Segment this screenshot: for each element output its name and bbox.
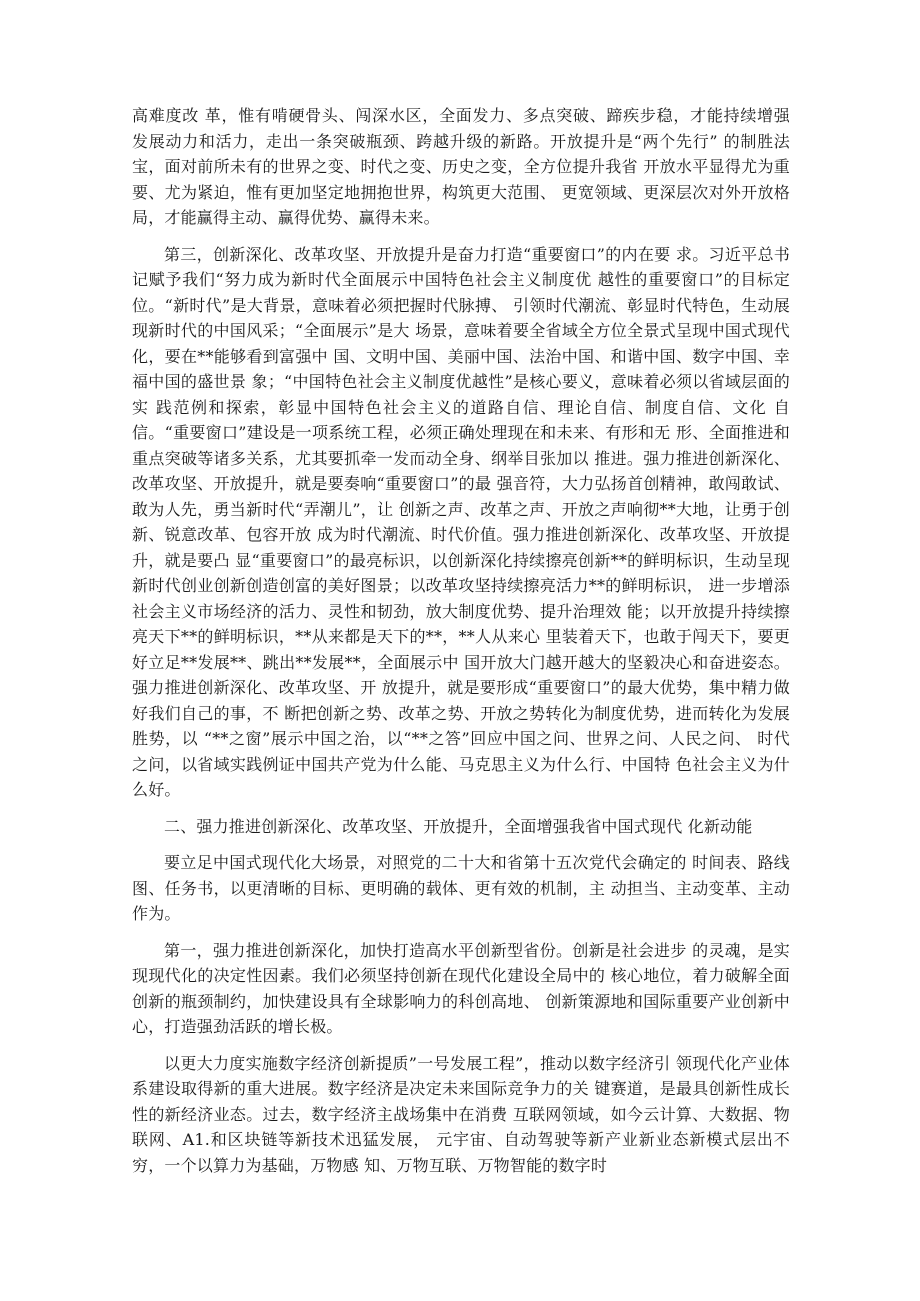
paragraph-opening-reform: 高难度改 革，惟有啃硬骨头、闯深水区，全面发力、多点突破、蹄疾步稳，才能持续增强 发展动力和活力，走出一条突破瓶颈、跨越升级的新路。开放提升是“两个先行” 的制胜法宝，面对前所未有的世界之变、时代之变、历史之变，全方位提升我省 开放水平显得尤为重要、尤为紧迫，惟有更加坚定地拥抱世界，构筑更大范围、 更宽领域、更深层次对外开放格局，才能赢得主动、赢得优势、赢得未来。 <box>132 106 790 227</box>
paragraph-important-window: 第三，创新深化、改革攻坚、开放提升是奋力打造“重要窗口”的内在要 求。习近平总书记赋予我们“努力成为新时代全面展示中国特色社会主义制度优 越性的重要窗口”的目标定位。“新时代”是大背景，意味着必须把握时代脉搏、 引领时代潮流、彰显时代特色，生动展现新时代的中国风采；“全面展示”是大 场景，意味着要全省域全方位全景式呈现中国式现代化，要在**能够看到富强中 国、文明中国、美丽中国、法治中国、和谐中国、数字中国、幸福中国的盛世景 象；“中国特色社会主义制度优越性”是核心要义，意味着必须以省域层面的实 践范例和探索，彰显中国特色社会主义的道路自信、理论自信、制度自信、文化 自信。“重要窗口”建设是一项系统工程，必须正确处理现在和未来、有形和无 形、全面推进和重点突破等诸多关系，尤其要抓牵一发而动全身、纲举目张加以 推进。强力推进创新深化、改革攻坚、开放提升，就是要奏响“重要窗口”的最 强音符，大力弘扬首创精神，敢闯敢试、敢为人先，勇当新时代“弄潮儿”，让 创新之声、改革之声、开放之声响彻**大地，让勇于创新、锐意改革、包容开放 成为时代潮流、时代价值。强力推进创新深化、改革攻坚、开放提升，就是要凸 显“重要窗口”的最亮标识，以创新深化持续擦亮创新**的鲜明标识，生动呈现 新时代创业创新创造创富的美好图景；以改革攻坚持续擦亮活力**的鲜明标识， 进一步增添社会主义市场经济的活力、灵性和韧劲，放大制度优势、提升治理效 能；以开放提升持续擦亮天下**的鲜明标识，**从来都是天下的**，**人从来心 里装着天下，也敢于闯天下，要更好立足**发展**、跳出**发展**，全面展示中 国开放大门越开越大的坚毅决心和奋进姿态。强力推进创新深化、改革攻坚、开 放提升，就是要形成“重要窗口”的最大优势，集中精力做好我们自己的事，不 断把创新之势、改革之势、开放之势转化为制度优势，进而转化为发展胜势，以 “**之窗”展示中国之治，以“**之答”回应中国之问、世界之问、人民之问、 时代之问，以省域实践例证中国共产党为什么能、马克思主义为什么行、中国特 色社会主义为什么好。 <box>132 244 790 799</box>
paragraph-innovation-deepening: 第一，强力推进创新深化，加快打造高水平创新型省份。创新是社会进步 的灵魂，是实现现代化的决定性因素。我们必须坚持创新在现代化建设全局中的 核心地位，着力破解全面创新的瓶颈制约，加快建设具有全球影响力的科创高地、 创新策源地和国际重要产业创新中心，打造强劲活跃的增长极。 <box>132 940 790 1036</box>
paragraph-digital-economy: 以更大力度实施数字经济创新提质”一号发展工程”，推动以数字经济引 领现代化产业体系建设取得新的重大进展。数字经济是决定未来国际竞争力的关 键赛道，是最具创新性成长性的新经济业态。过去，数字经济主战场集中在消费 互联网领域，如今云计算、大数据、物联网、A1.和区块链等新技术迅猛发展， 元宇宙、自动驾驶等新产业新业态新模式层出不穷，一个以算力为基础，万物感 知、万物互联、万物智能的数字时 <box>132 1053 790 1175</box>
document-body <box>132 103 790 1189</box>
section-heading-two: 二、强力推进创新深化、改革攻坚、开放提升，全面增强我省中国式现代 化新动能 <box>164 816 753 836</box>
paragraph-modernization-scene: 要立足中国式现代化大场景，对照党的二十大和省第十五次党代会确定的 时间表、路线图、任务书，以更清晰的目标、更明确的载体、更有效的机制，主 动担当、主动变革、主动作为。 <box>132 853 790 923</box>
